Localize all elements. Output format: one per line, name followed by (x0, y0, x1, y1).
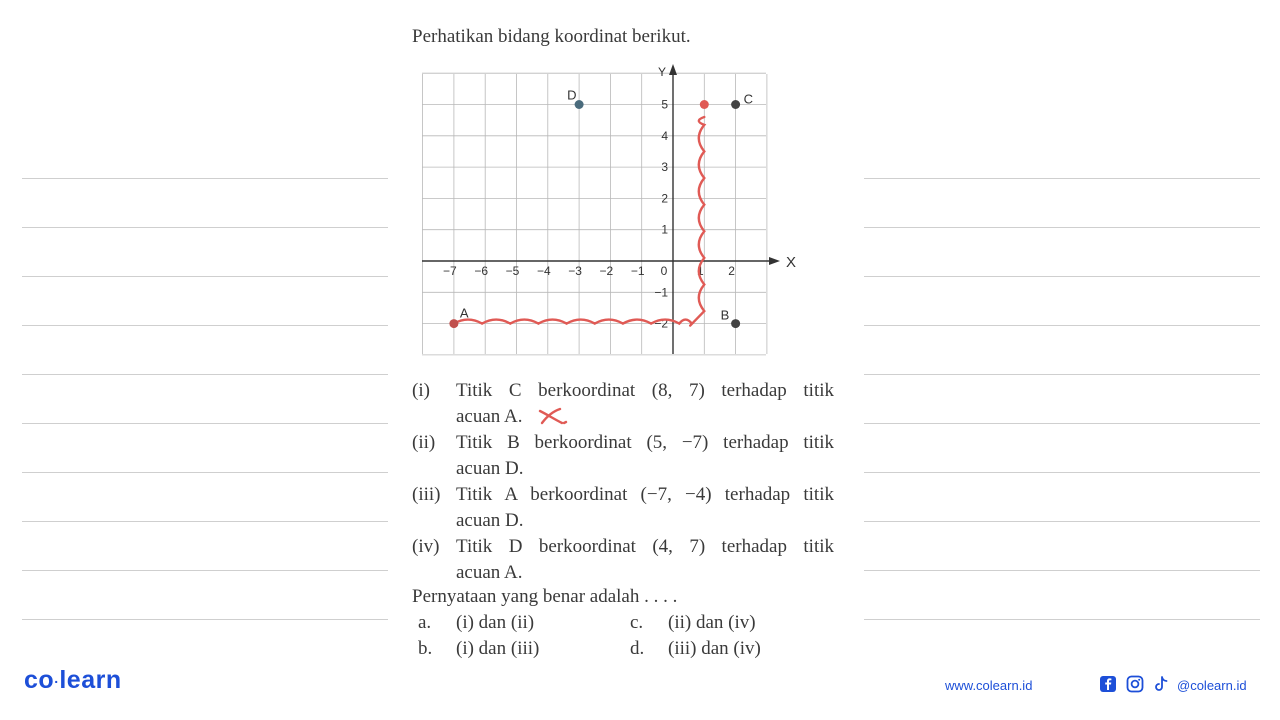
option-letter: d. (630, 638, 645, 659)
option-letter: c. (630, 612, 644, 633)
statement-text-cont: acuan A. (456, 406, 523, 427)
statement-text: Titik C berkoordinat (8, 7) terhadap titik (456, 380, 834, 401)
point-label: D (567, 87, 577, 103)
x-tick-label: −5 (505, 264, 520, 278)
point-c (731, 100, 740, 109)
point-a (449, 319, 458, 328)
y-axis-arrow (669, 64, 677, 75)
statement-text-cont: acuan D. (456, 458, 524, 479)
x-tick-label: 2 (728, 264, 735, 278)
point-b (731, 319, 740, 328)
statement-text: Titik D berkoordinat (4, 7) terhadap titik (456, 536, 834, 557)
logo-left-text: co (24, 666, 55, 694)
option-text: (ii) dan (iv) (668, 612, 756, 633)
y-tick-label: 2 (661, 191, 668, 206)
statement-text: Titik B berkoordinat (5, −7) terhadap titik (456, 432, 834, 453)
x-tick-label: −7 (443, 264, 457, 278)
social-handle[interactable]: @colearn.id (1177, 678, 1247, 693)
facebook-icon[interactable] (1099, 675, 1117, 693)
x-tick-label: −1 (630, 264, 645, 278)
option-d[interactable] (630, 638, 761, 660)
y-tick-label: 5 (661, 97, 668, 112)
logo-right-text: learn (59, 666, 122, 694)
handwritten-path-annotation (454, 97, 709, 326)
option-text: (i) dan (iii) (456, 638, 540, 659)
grid-lines (422, 73, 767, 355)
option-c[interactable] (630, 612, 756, 634)
x-axis-arrow (769, 257, 780, 265)
y-tick-label: −1 (654, 285, 668, 300)
statement-number: (iv) (412, 536, 440, 557)
annotation-dot (700, 100, 709, 109)
option-text: (iii) dan (iv) (668, 638, 761, 659)
x-tick-label: −3 (568, 264, 582, 278)
statement-text-cont: acuan D. (456, 510, 524, 531)
point-label: C (743, 91, 753, 107)
option-letter: b. (418, 638, 433, 659)
y-tick-label: 1 (661, 222, 668, 237)
statement-text: Titik A berkoordinat (−7, −4) terhadap titik (456, 484, 834, 505)
coordinate-graph (400, 62, 797, 362)
option-text: (i) dan (ii) (456, 612, 535, 633)
statement-number: (iii) (412, 484, 441, 505)
point-label: A (459, 305, 469, 321)
statement-text-cont: acuan A. (456, 562, 523, 583)
x-tick-label: −4 (536, 264, 551, 278)
x-tick-label: −6 (474, 264, 489, 278)
annotation-vertical-stroke (690, 117, 704, 326)
logo-dot: · (54, 673, 60, 690)
red-cross-mark (536, 405, 586, 427)
option-letter: a. (418, 612, 432, 633)
y-tick-label: 3 (661, 160, 668, 175)
colearn-logo[interactable] (24, 666, 122, 695)
statement-number: (i) (412, 380, 430, 401)
website-link[interactable]: www.colearn.id (945, 678, 1033, 693)
y-tick-label: −2 (654, 316, 668, 331)
x-tick-label: 1 (696, 264, 704, 278)
question-title: Perhatikan bidang koordinat berikut. (412, 26, 691, 47)
x-tick-label: −2 (599, 264, 614, 278)
tiktok-icon[interactable] (1152, 675, 1170, 693)
statement-number: (ii) (412, 432, 436, 453)
option-a[interactable] (418, 612, 534, 634)
option-b[interactable] (418, 638, 539, 660)
y-tick-label: 4 (661, 128, 668, 143)
question-prompt: Pernyataan yang benar adalah . . . . (412, 586, 678, 607)
instagram-icon[interactable] (1126, 675, 1144, 693)
x-axis-label: X (786, 254, 797, 271)
x-tick-label: 0 (660, 264, 668, 278)
y-axis-label: Y (658, 65, 667, 79)
point-label: B (720, 307, 730, 323)
